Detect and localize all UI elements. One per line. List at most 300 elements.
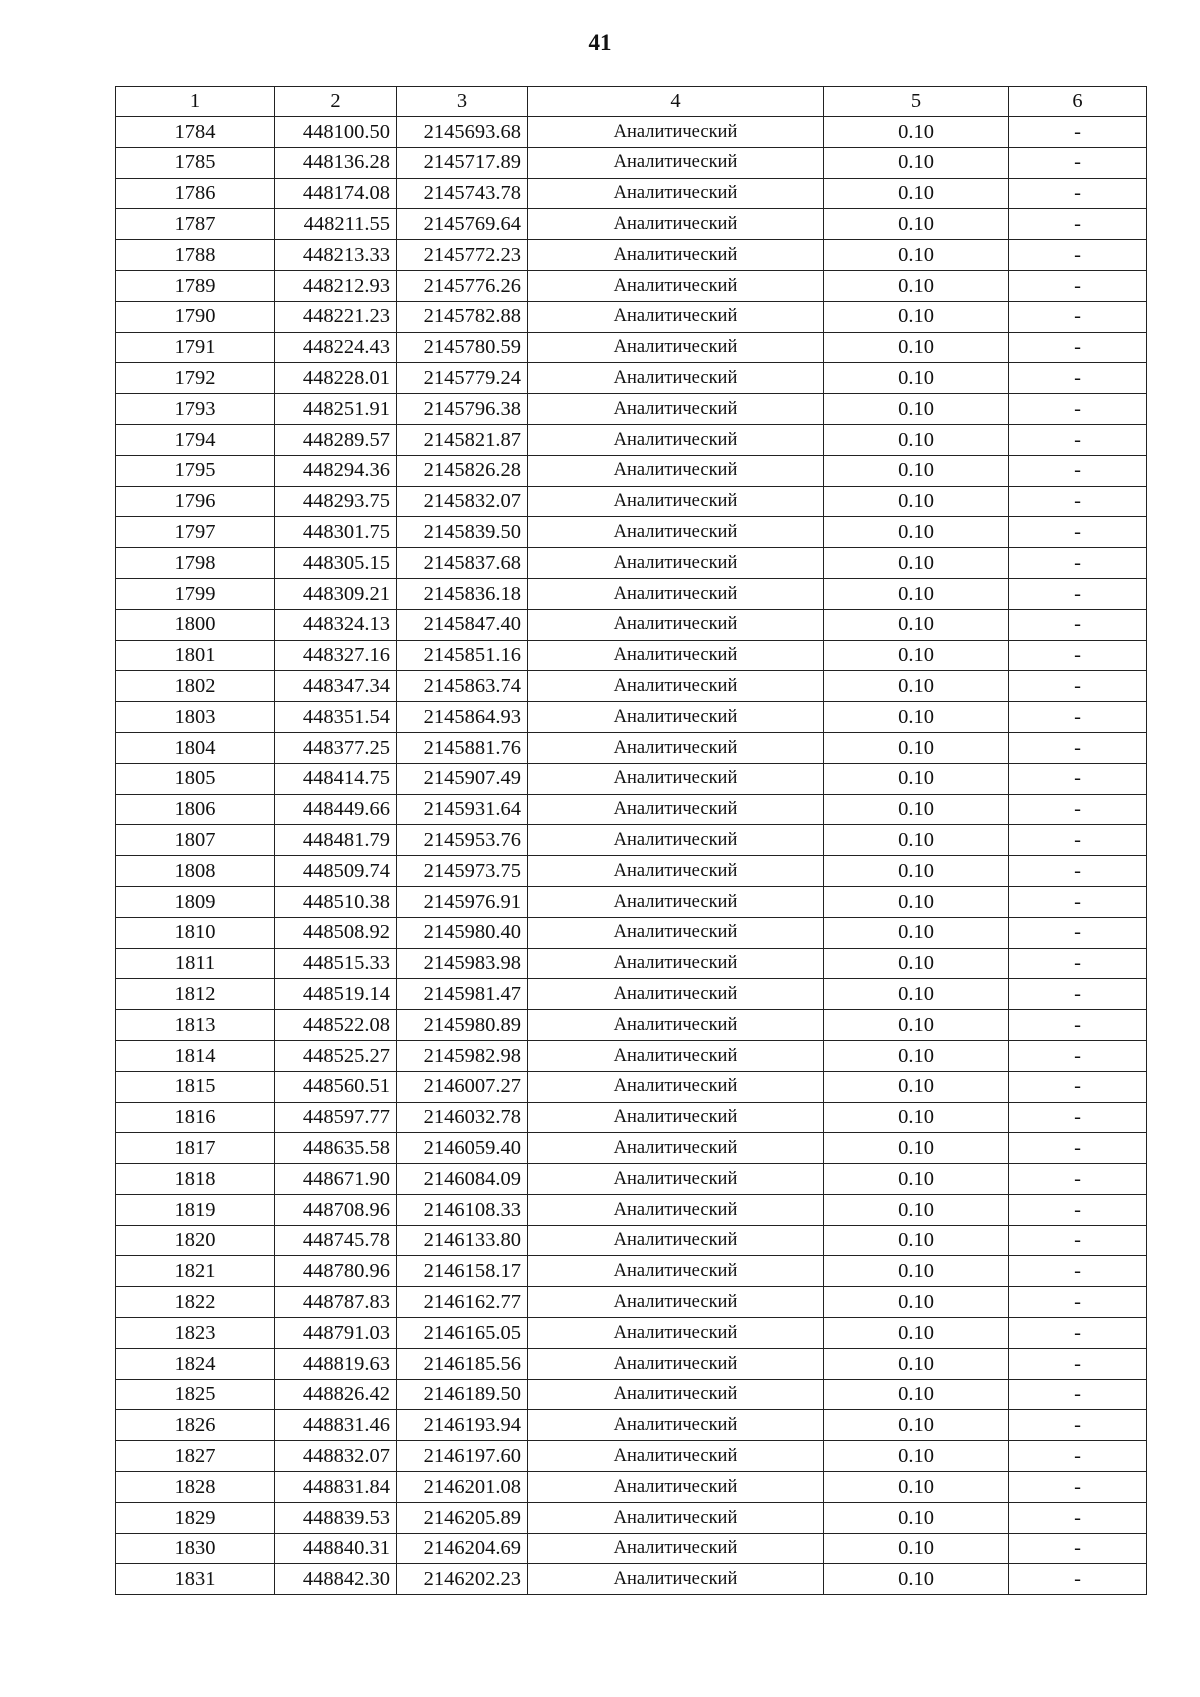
method-cell: Аналитический [528, 301, 824, 332]
point-number-cell: 1789 [116, 270, 275, 301]
method-cell: Аналитический [528, 1533, 824, 1564]
accuracy-cell: 0.10 [824, 332, 1009, 363]
note-cell: - [1009, 1410, 1147, 1441]
table-row [116, 517, 1147, 548]
point-number-cell: 1793 [116, 394, 275, 425]
note-cell: - [1009, 640, 1147, 671]
x-coordinate-cell: 448842.30 [275, 1564, 397, 1595]
method-cell: Аналитический [528, 1071, 824, 1102]
method-cell: Аналитический [528, 1102, 824, 1133]
method-cell: Аналитический [528, 917, 824, 948]
point-number-cell: 1810 [116, 917, 275, 948]
x-coordinate-cell: 448525.27 [275, 1040, 397, 1071]
table-row [116, 1318, 1147, 1349]
note-cell: - [1009, 886, 1147, 917]
note-cell: - [1009, 578, 1147, 609]
x-coordinate-cell: 448228.01 [275, 363, 397, 394]
table-row [116, 1194, 1147, 1225]
x-coordinate-cell: 448293.75 [275, 486, 397, 517]
accuracy-cell: 0.10 [824, 856, 1009, 887]
x-coordinate-cell: 448481.79 [275, 825, 397, 856]
method-cell: Аналитический [528, 1472, 824, 1503]
y-coordinate-cell: 2146007.27 [397, 1071, 528, 1102]
x-coordinate-cell: 448840.31 [275, 1533, 397, 1564]
x-coordinate-cell: 448780.96 [275, 1256, 397, 1287]
method-cell: Аналитический [528, 1348, 824, 1379]
point-number-cell: 1808 [116, 856, 275, 887]
point-number-cell: 1795 [116, 455, 275, 486]
x-coordinate-cell: 448174.08 [275, 178, 397, 209]
y-coordinate-cell: 2145976.91 [397, 886, 528, 917]
accuracy-cell: 0.10 [824, 1164, 1009, 1195]
y-coordinate-cell: 2145837.68 [397, 548, 528, 579]
accuracy-cell: 0.10 [824, 1071, 1009, 1102]
note-cell: - [1009, 1441, 1147, 1472]
table-row [116, 1533, 1147, 1564]
method-cell: Аналитический [528, 640, 824, 671]
y-coordinate-cell: 2146205.89 [397, 1502, 528, 1533]
point-number-cell: 1819 [116, 1194, 275, 1225]
x-coordinate-cell: 448305.15 [275, 548, 397, 579]
accuracy-cell: 0.10 [824, 1040, 1009, 1071]
table-row [116, 702, 1147, 733]
method-cell: Аналитический [528, 979, 824, 1010]
point-number-cell: 1788 [116, 240, 275, 271]
method-cell: Аналитический [528, 209, 824, 240]
x-coordinate-cell: 448560.51 [275, 1071, 397, 1102]
table-row [116, 424, 1147, 455]
point-number-cell: 1800 [116, 609, 275, 640]
table-row [116, 363, 1147, 394]
note-cell: - [1009, 856, 1147, 887]
y-coordinate-cell: 2146084.09 [397, 1164, 528, 1195]
note-cell: - [1009, 1256, 1147, 1287]
method-cell: Аналитический [528, 1010, 824, 1041]
accuracy-cell: 0.10 [824, 732, 1009, 763]
table-row [116, 1164, 1147, 1195]
x-coordinate-cell: 448294.36 [275, 455, 397, 486]
y-coordinate-cell: 2145772.23 [397, 240, 528, 271]
table-row [116, 1410, 1147, 1441]
y-coordinate-cell: 2146189.50 [397, 1379, 528, 1410]
note-cell: - [1009, 394, 1147, 425]
point-number-cell: 1801 [116, 640, 275, 671]
x-coordinate-cell: 448832.07 [275, 1441, 397, 1472]
accuracy-cell: 0.10 [824, 1225, 1009, 1256]
method-cell: Аналитический [528, 486, 824, 517]
accuracy-cell: 0.10 [824, 486, 1009, 517]
table-row [116, 1071, 1147, 1102]
point-number-cell: 1805 [116, 763, 275, 794]
x-coordinate-cell: 448224.43 [275, 332, 397, 363]
point-number-cell: 1818 [116, 1164, 275, 1195]
method-cell: Аналитический [528, 332, 824, 363]
note-cell: - [1009, 948, 1147, 979]
x-coordinate-cell: 448819.63 [275, 1348, 397, 1379]
table-row [116, 763, 1147, 794]
x-coordinate-cell: 448522.08 [275, 1010, 397, 1041]
y-coordinate-cell: 2146133.80 [397, 1225, 528, 1256]
point-number-cell: 1784 [116, 117, 275, 148]
table-row [116, 548, 1147, 579]
note-cell: - [1009, 917, 1147, 948]
method-cell: Аналитический [528, 363, 824, 394]
x-coordinate-cell: 448831.84 [275, 1472, 397, 1503]
x-coordinate-cell: 448597.77 [275, 1102, 397, 1133]
method-cell: Аналитический [528, 1256, 824, 1287]
accuracy-cell: 0.10 [824, 702, 1009, 733]
note-cell: - [1009, 1348, 1147, 1379]
x-coordinate-cell: 448414.75 [275, 763, 397, 794]
point-number-cell: 1823 [116, 1318, 275, 1349]
table-row [116, 301, 1147, 332]
accuracy-cell: 0.10 [824, 1010, 1009, 1041]
method-cell: Аналитический [528, 424, 824, 455]
note-cell: - [1009, 1564, 1147, 1595]
table-row [116, 732, 1147, 763]
x-coordinate-cell: 448831.46 [275, 1410, 397, 1441]
x-coordinate-cell: 448791.03 [275, 1318, 397, 1349]
method-cell: Аналитический [528, 1133, 824, 1164]
table-row [116, 1379, 1147, 1410]
method-cell: Аналитический [528, 1318, 824, 1349]
accuracy-cell: 0.10 [824, 270, 1009, 301]
table-row [116, 1010, 1147, 1041]
method-cell: Аналитический [528, 948, 824, 979]
column-header: 1 [116, 87, 275, 117]
table-row [116, 147, 1147, 178]
table-row [116, 270, 1147, 301]
point-number-cell: 1813 [116, 1010, 275, 1041]
note-cell: - [1009, 1318, 1147, 1349]
note-cell: - [1009, 1071, 1147, 1102]
method-cell: Аналитический [528, 856, 824, 887]
note-cell: - [1009, 1040, 1147, 1071]
y-coordinate-cell: 2146162.77 [397, 1287, 528, 1318]
y-coordinate-cell: 2145717.89 [397, 147, 528, 178]
accuracy-cell: 0.10 [824, 1318, 1009, 1349]
table-row [116, 609, 1147, 640]
x-coordinate-cell: 448508.92 [275, 917, 397, 948]
accuracy-cell: 0.10 [824, 548, 1009, 579]
point-number-cell: 1816 [116, 1102, 275, 1133]
method-cell: Аналитический [528, 455, 824, 486]
table-row [116, 1472, 1147, 1503]
point-number-cell: 1802 [116, 671, 275, 702]
accuracy-cell: 0.10 [824, 1533, 1009, 1564]
x-coordinate-cell: 448351.54 [275, 702, 397, 733]
table-row [116, 856, 1147, 887]
table-row [116, 979, 1147, 1010]
point-number-cell: 1817 [116, 1133, 275, 1164]
accuracy-cell: 0.10 [824, 240, 1009, 271]
accuracy-cell: 0.10 [824, 1472, 1009, 1503]
point-number-cell: 1791 [116, 332, 275, 363]
note-cell: - [1009, 1010, 1147, 1041]
y-coordinate-cell: 2145693.68 [397, 117, 528, 148]
y-coordinate-cell: 2145821.87 [397, 424, 528, 455]
table-row [116, 209, 1147, 240]
point-number-cell: 1822 [116, 1287, 275, 1318]
note-cell: - [1009, 178, 1147, 209]
x-coordinate-cell: 448327.16 [275, 640, 397, 671]
note-cell: - [1009, 363, 1147, 394]
accuracy-cell: 0.10 [824, 424, 1009, 455]
point-number-cell: 1785 [116, 147, 275, 178]
note-cell: - [1009, 1194, 1147, 1225]
y-coordinate-cell: 2146158.17 [397, 1256, 528, 1287]
accuracy-cell: 0.10 [824, 455, 1009, 486]
method-cell: Аналитический [528, 394, 824, 425]
column-header: 2 [275, 87, 397, 117]
accuracy-cell: 0.10 [824, 394, 1009, 425]
accuracy-cell: 0.10 [824, 1564, 1009, 1595]
method-cell: Аналитический [528, 270, 824, 301]
accuracy-cell: 0.10 [824, 917, 1009, 948]
table-row [116, 394, 1147, 425]
accuracy-cell: 0.10 [824, 1441, 1009, 1472]
point-number-cell: 1820 [116, 1225, 275, 1256]
table-row [116, 671, 1147, 702]
x-coordinate-cell: 448515.33 [275, 948, 397, 979]
table-row [116, 1102, 1147, 1133]
y-coordinate-cell: 2145776.26 [397, 270, 528, 301]
note-cell: - [1009, 1287, 1147, 1318]
table-row [116, 455, 1147, 486]
point-number-cell: 1803 [116, 702, 275, 733]
y-coordinate-cell: 2145953.76 [397, 825, 528, 856]
point-number-cell: 1811 [116, 948, 275, 979]
accuracy-cell: 0.10 [824, 301, 1009, 332]
y-coordinate-cell: 2146204.69 [397, 1533, 528, 1564]
x-coordinate-cell: 448136.28 [275, 147, 397, 178]
note-cell: - [1009, 732, 1147, 763]
method-cell: Аналитический [528, 1287, 824, 1318]
note-cell: - [1009, 1379, 1147, 1410]
y-coordinate-cell: 2145847.40 [397, 609, 528, 640]
point-number-cell: 1815 [116, 1071, 275, 1102]
table-row [116, 1441, 1147, 1472]
note-cell: - [1009, 1225, 1147, 1256]
y-coordinate-cell: 2145982.98 [397, 1040, 528, 1071]
x-coordinate-cell: 448100.50 [275, 117, 397, 148]
y-coordinate-cell: 2145782.88 [397, 301, 528, 332]
table-row [116, 1256, 1147, 1287]
note-cell: - [1009, 117, 1147, 148]
y-coordinate-cell: 2145973.75 [397, 856, 528, 887]
table-row [116, 1564, 1147, 1595]
point-number-cell: 1809 [116, 886, 275, 917]
method-cell: Аналитический [528, 825, 824, 856]
accuracy-cell: 0.10 [824, 1287, 1009, 1318]
note-cell: - [1009, 1133, 1147, 1164]
point-number-cell: 1821 [116, 1256, 275, 1287]
point-number-cell: 1799 [116, 578, 275, 609]
note-cell: - [1009, 979, 1147, 1010]
accuracy-cell: 0.10 [824, 178, 1009, 209]
accuracy-cell: 0.10 [824, 117, 1009, 148]
page-number: 41 [588, 30, 612, 55]
accuracy-cell: 0.10 [824, 1348, 1009, 1379]
accuracy-cell: 0.10 [824, 609, 1009, 640]
point-number-cell: 1786 [116, 178, 275, 209]
point-number-cell: 1787 [116, 209, 275, 240]
point-number-cell: 1798 [116, 548, 275, 579]
accuracy-cell: 0.10 [824, 517, 1009, 548]
y-coordinate-cell: 2146059.40 [397, 1133, 528, 1164]
method-cell: Аналитический [528, 1379, 824, 1410]
note-cell: - [1009, 1472, 1147, 1503]
note-cell: - [1009, 209, 1147, 240]
note-cell: - [1009, 270, 1147, 301]
point-number-cell: 1812 [116, 979, 275, 1010]
table-row [116, 117, 1147, 148]
y-coordinate-cell: 2146201.08 [397, 1472, 528, 1503]
table-row [116, 240, 1147, 271]
column-header: 5 [824, 87, 1009, 117]
note-cell: - [1009, 794, 1147, 825]
header-row [116, 87, 1147, 117]
x-coordinate-cell: 448509.74 [275, 856, 397, 887]
coordinates-table [115, 86, 1147, 1595]
method-cell: Аналитический [528, 548, 824, 579]
method-cell: Аналитический [528, 763, 824, 794]
x-coordinate-cell: 448510.38 [275, 886, 397, 917]
y-coordinate-cell: 2145851.16 [397, 640, 528, 671]
y-coordinate-cell: 2145779.24 [397, 363, 528, 394]
point-number-cell: 1790 [116, 301, 275, 332]
table-row [116, 1287, 1147, 1318]
y-coordinate-cell: 2145780.59 [397, 332, 528, 363]
x-coordinate-cell: 448347.34 [275, 671, 397, 702]
x-coordinate-cell: 448289.57 [275, 424, 397, 455]
y-coordinate-cell: 2146165.05 [397, 1318, 528, 1349]
method-cell: Аналитический [528, 517, 824, 548]
y-coordinate-cell: 2145864.93 [397, 702, 528, 733]
accuracy-cell: 0.10 [824, 363, 1009, 394]
note-cell: - [1009, 147, 1147, 178]
method-cell: Аналитический [528, 886, 824, 917]
accuracy-cell: 0.10 [824, 1194, 1009, 1225]
note-cell: - [1009, 424, 1147, 455]
accuracy-cell: 0.10 [824, 1502, 1009, 1533]
accuracy-cell: 0.10 [824, 1379, 1009, 1410]
y-coordinate-cell: 2145839.50 [397, 517, 528, 548]
y-coordinate-cell: 2146202.23 [397, 1564, 528, 1595]
x-coordinate-cell: 448519.14 [275, 979, 397, 1010]
point-number-cell: 1797 [116, 517, 275, 548]
note-cell: - [1009, 1164, 1147, 1195]
method-cell: Аналитический [528, 178, 824, 209]
method-cell: Аналитический [528, 1502, 824, 1533]
table-row [116, 1040, 1147, 1071]
x-coordinate-cell: 448221.23 [275, 301, 397, 332]
method-cell: Аналитический [528, 1225, 824, 1256]
accuracy-cell: 0.10 [824, 763, 1009, 794]
note-cell: - [1009, 763, 1147, 794]
accuracy-cell: 0.10 [824, 886, 1009, 917]
accuracy-cell: 0.10 [824, 979, 1009, 1010]
point-number-cell: 1804 [116, 732, 275, 763]
accuracy-cell: 0.10 [824, 1256, 1009, 1287]
column-header: 4 [528, 87, 824, 117]
x-coordinate-cell: 448211.55 [275, 209, 397, 240]
note-cell: - [1009, 825, 1147, 856]
y-coordinate-cell: 2145826.28 [397, 455, 528, 486]
table-row [116, 486, 1147, 517]
accuracy-cell: 0.10 [824, 1410, 1009, 1441]
table-row [116, 794, 1147, 825]
y-coordinate-cell: 2145881.76 [397, 732, 528, 763]
y-coordinate-cell: 2146197.60 [397, 1441, 528, 1472]
accuracy-cell: 0.10 [824, 671, 1009, 702]
x-coordinate-cell: 448213.33 [275, 240, 397, 271]
note-cell: - [1009, 548, 1147, 579]
note-cell: - [1009, 1102, 1147, 1133]
x-coordinate-cell: 448839.53 [275, 1502, 397, 1533]
point-number-cell: 1825 [116, 1379, 275, 1410]
point-number-cell: 1824 [116, 1348, 275, 1379]
table-row [116, 948, 1147, 979]
accuracy-cell: 0.10 [824, 794, 1009, 825]
point-number-cell: 1792 [116, 363, 275, 394]
accuracy-cell: 0.10 [824, 948, 1009, 979]
y-coordinate-cell: 2145907.49 [397, 763, 528, 794]
method-cell: Аналитический [528, 1564, 824, 1595]
point-number-cell: 1806 [116, 794, 275, 825]
table-row [116, 1225, 1147, 1256]
accuracy-cell: 0.10 [824, 640, 1009, 671]
y-coordinate-cell: 2145980.89 [397, 1010, 528, 1041]
point-number-cell: 1794 [116, 424, 275, 455]
y-coordinate-cell: 2145931.64 [397, 794, 528, 825]
y-coordinate-cell: 2146108.33 [397, 1194, 528, 1225]
method-cell: Аналитический [528, 240, 824, 271]
method-cell: Аналитический [528, 1410, 824, 1441]
column-header: 6 [1009, 87, 1147, 117]
table-row [116, 332, 1147, 363]
table-row [116, 178, 1147, 209]
method-cell: Аналитический [528, 1164, 824, 1195]
method-cell: Аналитический [528, 1194, 824, 1225]
method-cell: Аналитический [528, 147, 824, 178]
note-cell: - [1009, 332, 1147, 363]
y-coordinate-cell: 2145743.78 [397, 178, 528, 209]
method-cell: Аналитический [528, 578, 824, 609]
table-row [116, 1348, 1147, 1379]
x-coordinate-cell: 448377.25 [275, 732, 397, 763]
method-cell: Аналитический [528, 609, 824, 640]
accuracy-cell: 0.10 [824, 1102, 1009, 1133]
y-coordinate-cell: 2146193.94 [397, 1410, 528, 1441]
y-coordinate-cell: 2145983.98 [397, 948, 528, 979]
note-cell: - [1009, 517, 1147, 548]
table-row [116, 917, 1147, 948]
x-coordinate-cell: 448787.83 [275, 1287, 397, 1318]
method-cell: Аналитический [528, 702, 824, 733]
note-cell: - [1009, 702, 1147, 733]
y-coordinate-cell: 2145832.07 [397, 486, 528, 517]
x-coordinate-cell: 448212.93 [275, 270, 397, 301]
point-number-cell: 1807 [116, 825, 275, 856]
x-coordinate-cell: 448708.96 [275, 1194, 397, 1225]
x-coordinate-cell: 448309.21 [275, 578, 397, 609]
table-row [116, 825, 1147, 856]
x-coordinate-cell: 448671.90 [275, 1164, 397, 1195]
point-number-cell: 1831 [116, 1564, 275, 1595]
x-coordinate-cell: 448301.75 [275, 517, 397, 548]
y-coordinate-cell: 2146185.56 [397, 1348, 528, 1379]
